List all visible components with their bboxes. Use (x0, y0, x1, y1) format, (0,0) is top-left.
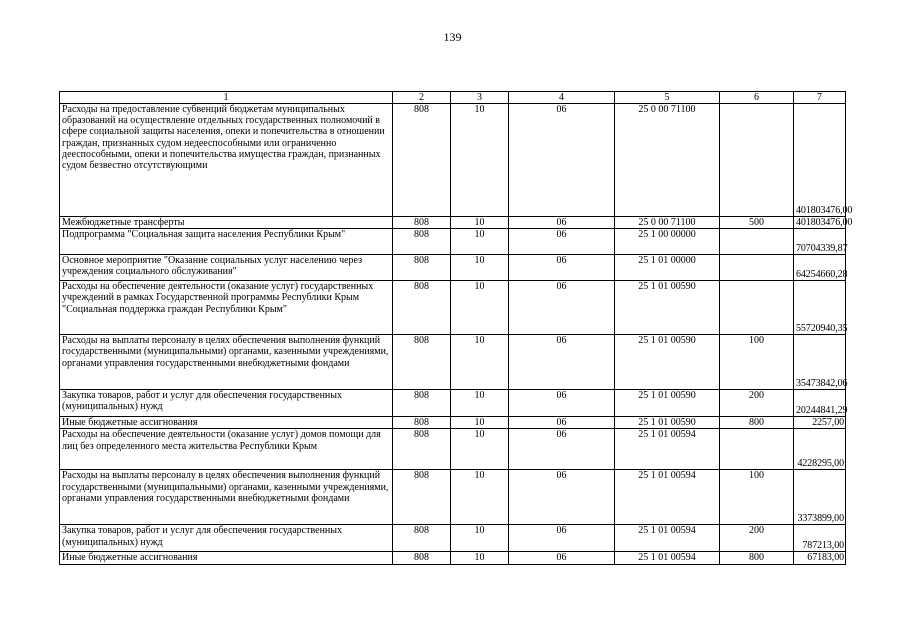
table-row (60, 417, 846, 429)
row-description: Иные бюджетные ассигнования (60, 417, 393, 429)
header-cell: 7 (794, 92, 846, 104)
amount-value: 401803476,00 (796, 217, 853, 228)
row-col-4: 06 (509, 390, 615, 417)
row-col-5: 25 1 01 00590 (615, 281, 720, 335)
row-col-6: 800 (720, 552, 794, 564)
row-amount (794, 281, 846, 335)
row-amount (794, 255, 846, 281)
row-col-3: 10 (451, 335, 509, 390)
row-amount (794, 335, 846, 390)
row-description: Межбюджетные трансферты (60, 217, 393, 229)
row-col-6 (720, 229, 794, 255)
row-col-2: 808 (393, 104, 451, 217)
row-amount (794, 525, 846, 552)
row-col-6: 800 (720, 417, 794, 429)
table-row (60, 470, 846, 525)
table-row (60, 525, 846, 552)
row-col-2: 808 (393, 429, 451, 470)
row-description: Расходы на выплаты персоналу в целях обеспечения выполнения функций государственными (муниципальными) органами, казенными учреждениями, органами управления государственными внебюджетными фондами (60, 335, 393, 390)
row-col-3: 10 (451, 525, 509, 552)
row-amount (794, 229, 846, 255)
amount-value: 3373899,00 (797, 513, 844, 525)
table-row (60, 255, 846, 281)
header-cell: 6 (720, 92, 794, 104)
budget-table (59, 91, 853, 565)
row-col-4: 06 (509, 525, 615, 552)
header-cell: 1 (60, 92, 393, 104)
row-col-6: 200 (720, 390, 794, 417)
header-cell: 2 (393, 92, 451, 104)
row-description: Основное мероприятие "Оказание социальных услуг населению через учреждения социального обслуживания" (60, 255, 393, 281)
table-body (60, 104, 853, 565)
row-col-5: 25 1 01 00590 (615, 390, 720, 417)
row-description: Расходы на обеспечение деятельности (оказание услуг) домов помощи для лиц без определенного места жительства Республики Крым (60, 429, 393, 470)
row-description: Расходы на выплаты персоналу в целях обеспечения выполнения функций государственными (муниципальными) органами, казенными учреждениями, органами управления государственными внебюджетными фондами (60, 470, 393, 525)
row-description: Подпрограмма "Социальная защита населения Республики Крым" (60, 229, 393, 255)
row-col-2: 808 (393, 255, 451, 281)
row-col-6: 100 (720, 470, 794, 525)
table-row (60, 552, 846, 564)
row-col-5: 25 1 01 00594 (615, 525, 720, 552)
row-col-3: 10 (451, 429, 509, 470)
row-amount (794, 217, 853, 229)
row-col-6 (720, 255, 794, 281)
row-col-2: 808 (393, 390, 451, 417)
row-col-4: 06 (509, 217, 615, 229)
row-col-4: 06 (509, 470, 615, 525)
header-cell: 5 (615, 92, 720, 104)
table-row (60, 229, 846, 255)
row-col-2: 808 (393, 217, 451, 229)
row-col-4: 06 (509, 429, 615, 470)
row-col-5: 25 1 01 00594 (615, 552, 720, 564)
table-row (60, 217, 846, 229)
row-col-3: 10 (451, 417, 509, 429)
row-col-3: 10 (451, 390, 509, 417)
row-col-4: 06 (509, 229, 615, 255)
page-number: 139 (443, 30, 462, 44)
row-col-4: 06 (509, 417, 615, 429)
row-amount (794, 470, 846, 525)
header-cell: 3 (451, 92, 509, 104)
row-col-2: 808 (393, 552, 451, 564)
row-col-2: 808 (393, 470, 451, 525)
row-col-5: 25 1 00 00000 (615, 229, 720, 255)
table-row (60, 104, 846, 217)
row-col-5: 25 1 01 00590 (615, 335, 720, 390)
row-col-2: 808 (393, 229, 451, 255)
row-col-3: 10 (451, 470, 509, 525)
row-col-6: 200 (720, 525, 794, 552)
amount-value: 55720940,35 (796, 323, 848, 334)
row-col-3: 10 (451, 281, 509, 335)
table-row (60, 429, 846, 470)
row-amount (794, 552, 846, 564)
row-col-6 (720, 429, 794, 470)
amount-value: 2257,00 (812, 417, 844, 429)
row-col-3: 10 (451, 552, 509, 564)
row-description: Расходы на предоставление субвенций бюджетам муниципальных образований на осуществление отдельных государственных полномочий в сфере социальной защиты населения, опеки и попечительства в отношении граждан, признанных судом недееспособными или ограниченно дееспособными, опеки и попечительства имущества граждан, признанных судом безвестно отсутствующими (60, 104, 393, 217)
row-description: Закупка товаров, работ и услуг для обеспечения государственных (муниципальных) нужд (60, 390, 393, 417)
header-cell: 4 (509, 92, 615, 104)
table-row (60, 335, 846, 390)
row-col-4: 06 (509, 104, 615, 217)
row-col-6 (720, 104, 794, 217)
row-col-3: 10 (451, 255, 509, 281)
row-col-5: 25 1 01 00594 (615, 470, 720, 525)
amount-value: 20244841,29 (796, 405, 848, 416)
row-col-2: 808 (393, 525, 451, 552)
row-col-4: 06 (509, 335, 615, 390)
amount-value: 64254660,28 (796, 269, 848, 280)
row-description: Закупка товаров, работ и услуг для обеспечения государственных (муниципальных) нужд (60, 525, 393, 552)
table-header-row (60, 92, 846, 104)
amount-value: 35473842,06 (796, 378, 848, 389)
row-col-6: 100 (720, 335, 794, 390)
amount-value: 787213,00 (802, 540, 844, 552)
row-amount (794, 417, 846, 429)
row-col-6: 500 (720, 217, 794, 229)
row-col-2: 808 (393, 335, 451, 390)
row-col-5: 25 0 00 71100 (615, 217, 720, 229)
amount-value: 70704339,87 (796, 243, 848, 254)
row-col-3: 10 (451, 104, 509, 217)
row-col-4: 06 (509, 552, 615, 564)
row-col-5: 25 1 01 00594 (615, 429, 720, 470)
row-col-5: 25 1 01 00590 (615, 417, 720, 429)
row-col-3: 10 (451, 229, 509, 255)
row-col-2: 808 (393, 281, 451, 335)
row-col-4: 06 (509, 255, 615, 281)
table-row (60, 390, 846, 417)
row-col-6 (720, 281, 794, 335)
row-amount (794, 390, 846, 417)
row-col-2: 808 (393, 417, 451, 429)
row-col-4: 06 (509, 281, 615, 335)
row-amount (794, 104, 853, 217)
row-description: Иные бюджетные ассигнования (60, 552, 393, 564)
row-col-5: 25 0 00 71100 (615, 104, 720, 217)
amount-value: 4228295,00 (797, 458, 844, 470)
table-row (60, 281, 846, 335)
amount-value: 401803476,00 (796, 204, 853, 216)
row-col-5: 25 1 01 00000 (615, 255, 720, 281)
amount-value: 67183,00 (807, 552, 844, 564)
row-col-3: 10 (451, 217, 509, 229)
row-description: Расходы на обеспечение деятельности (оказание услуг) государственных учреждений в рамках Государственной программы Республики Крым "Социальная поддержка граждан Республики Крым" (60, 281, 393, 335)
row-amount (794, 429, 846, 470)
